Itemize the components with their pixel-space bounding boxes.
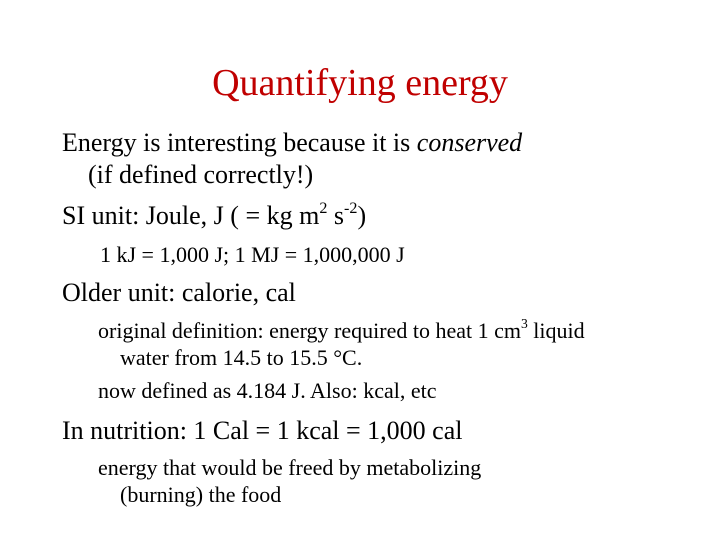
sub-bullet-original-definition	[98, 318, 585, 344]
slide-title: Quantifying energy	[212, 62, 508, 104]
emphasis-conserved: conserved	[416, 128, 523, 157]
bullet-text: Energy is interesting because it is	[62, 128, 417, 157]
bullet-text: SI unit: Joule, J ( = kg m	[62, 201, 320, 230]
bullet-energy-conserved-continuation: (if defined correctly!)	[88, 160, 314, 189]
bullet-nutrition: In nutrition: 1 Cal = 1 kcal = 1,000 cal	[62, 416, 463, 445]
bullet-older-unit: Older unit: calorie, cal	[62, 278, 296, 307]
bullet-text: )	[357, 201, 367, 230]
superscript: 3	[520, 316, 528, 332]
bullet-text: original definition: energy required to heat 1 cm	[98, 318, 521, 343]
sub-bullet-metabolizing-continuation: (burning) the food	[120, 482, 282, 507]
superscript: -2	[344, 199, 358, 217]
bullet-text: liquid	[527, 318, 585, 343]
sub-bullet-kj-mj: 1 kJ = 1,000 J; 1 MJ = 1,000,000 J	[100, 242, 405, 267]
bullet-energy-conserved	[62, 128, 522, 158]
superscript: 2	[319, 199, 328, 217]
sub-bullet-metabolizing: energy that would be freed by metabolizing	[98, 455, 482, 480]
bullet-si-unit	[62, 201, 366, 231]
sub-bullet-now-defined: now defined as 4.184 J. Also: kcal, etc	[98, 378, 437, 403]
sub-bullet-original-definition-continuation: water from 14.5 to 15.5 °C.	[120, 345, 363, 370]
bullet-text: s	[327, 201, 345, 230]
